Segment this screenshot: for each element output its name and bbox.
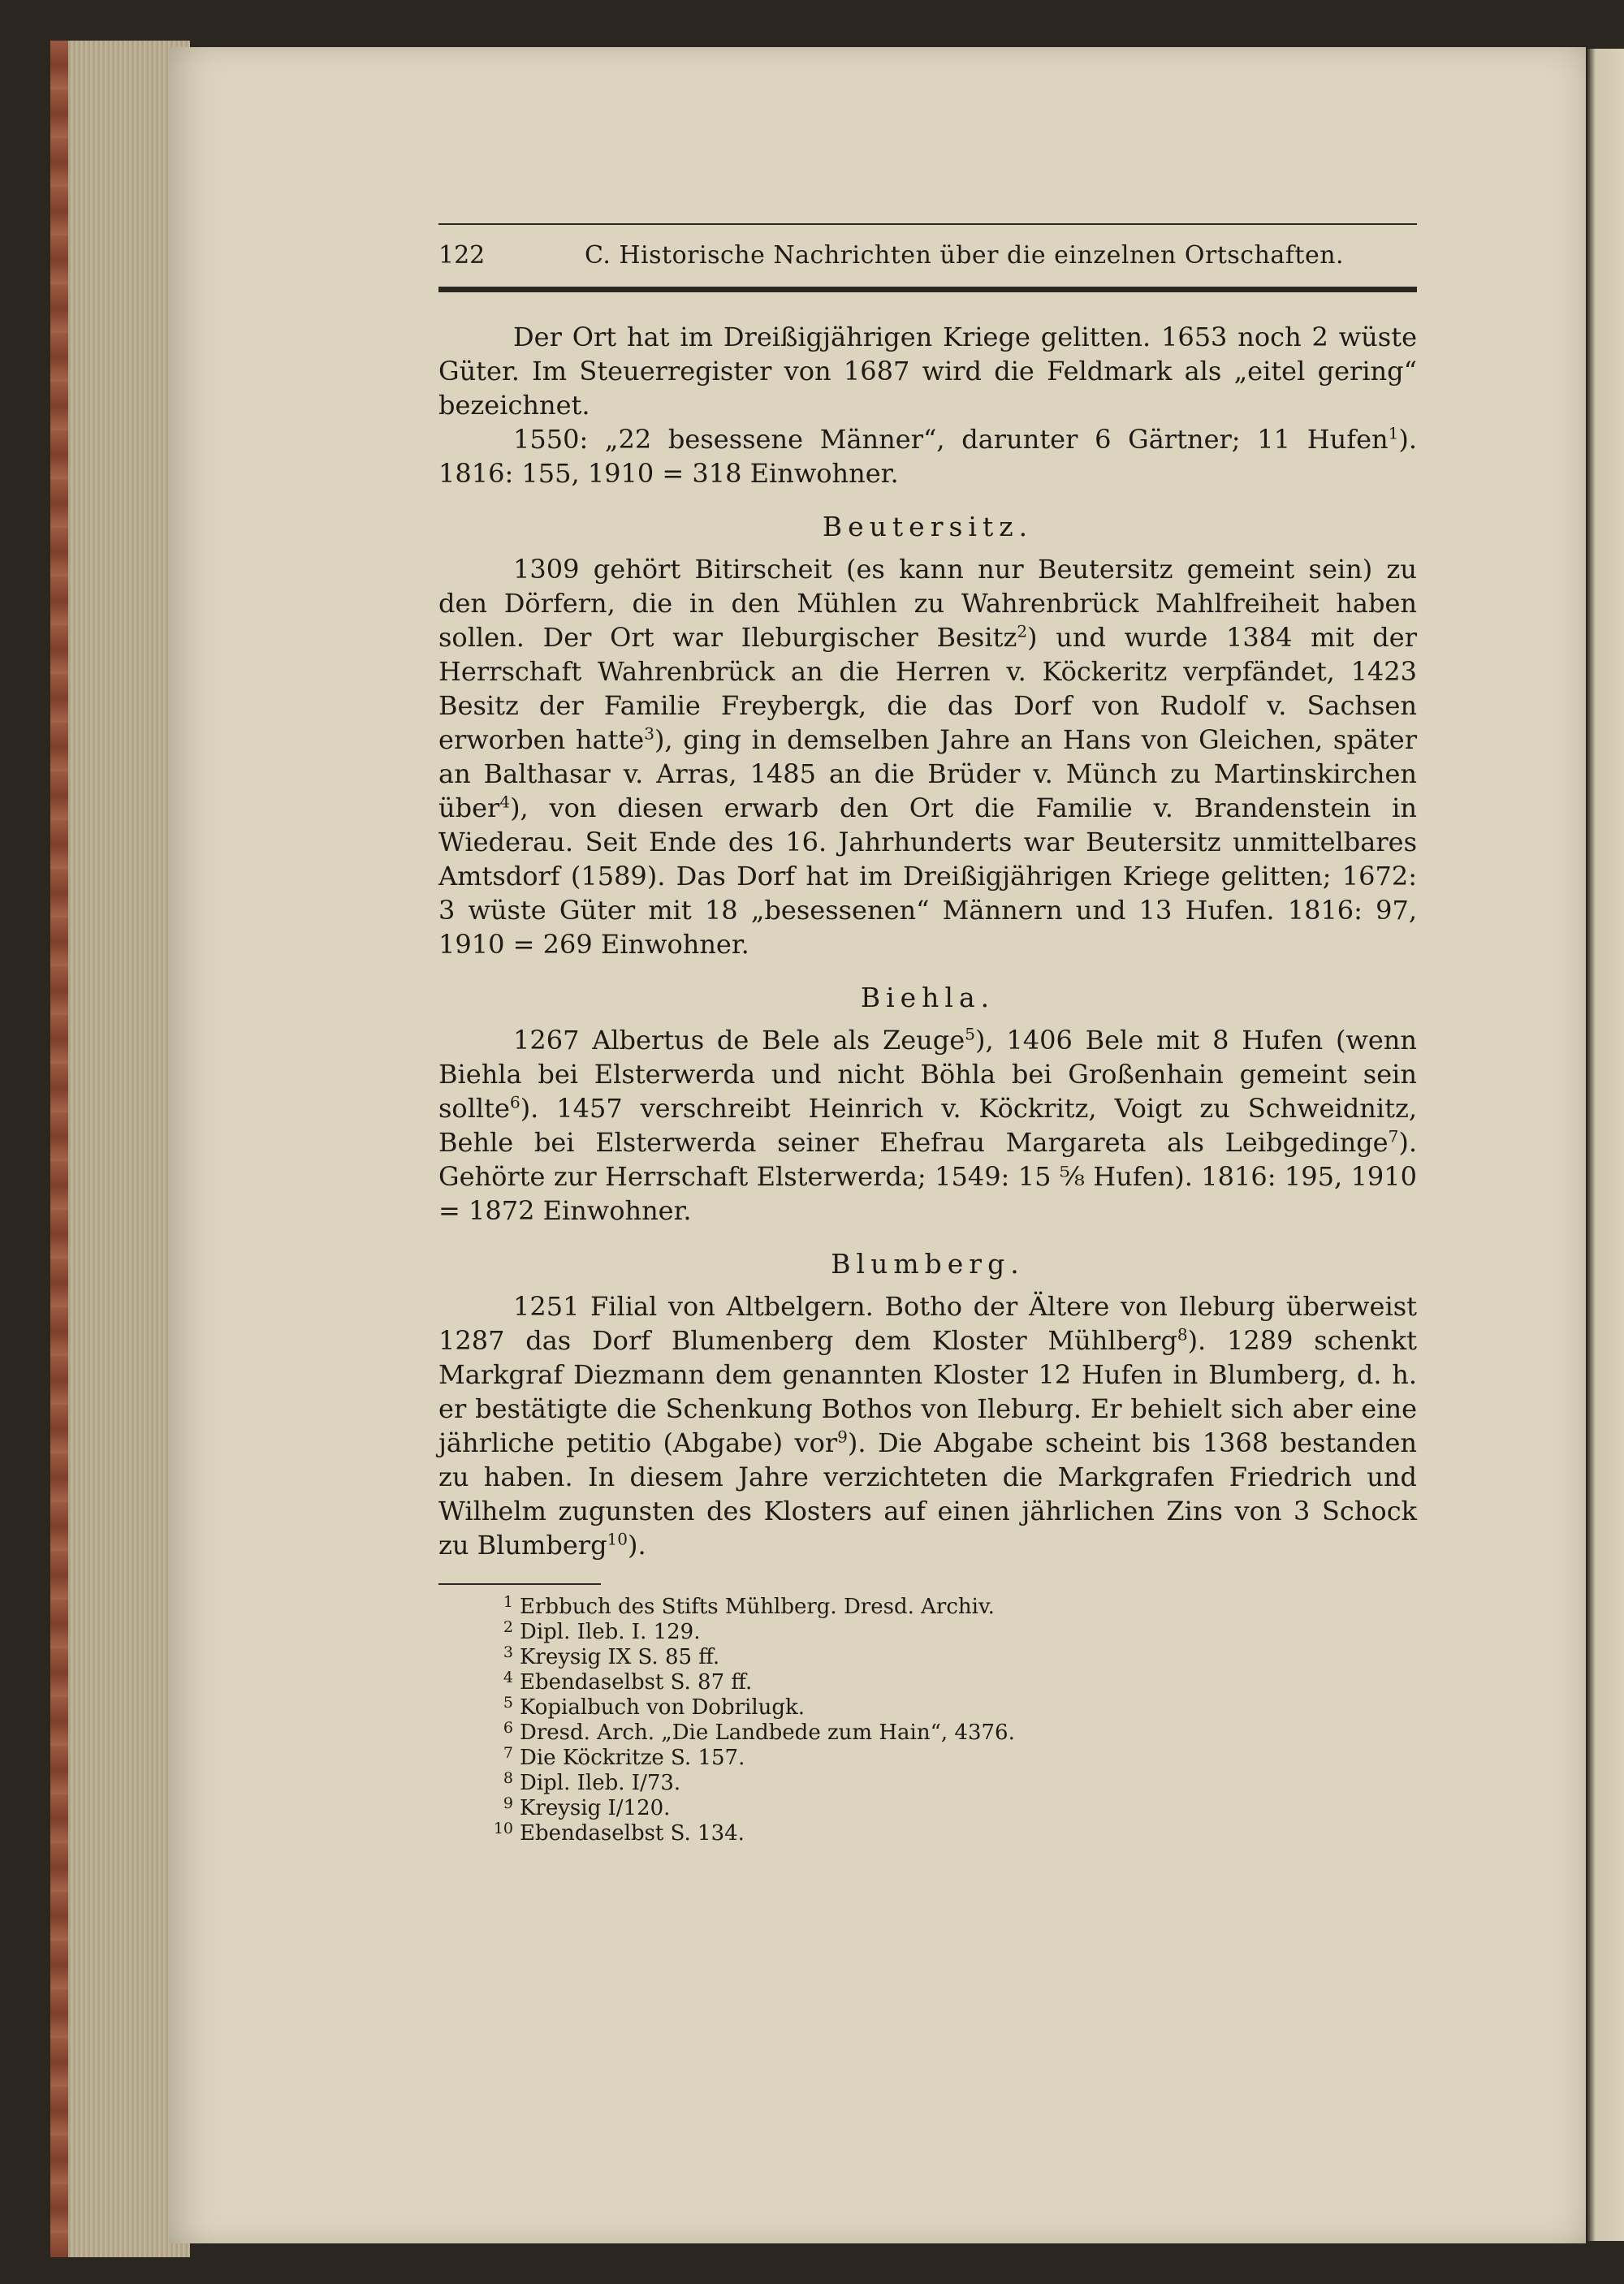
footnote-separator (438, 1583, 601, 1585)
text-segment: 1267 Albertus de Bele als Zeuge (513, 1025, 965, 1056)
footnote-item (479, 1620, 1417, 1645)
footnote-number: 2 (503, 1618, 513, 1636)
footnote-text: Dresd. Arch. „Die Landbede zum Hain“, 4376. (520, 1721, 1015, 1745)
section-heading-biehla: Biehla. (860, 982, 996, 1013)
section-heading-blumberg: Blumberg. (831, 1248, 1025, 1280)
footnote-text: Dipl. Ileb. I. 129. (520, 1620, 701, 1644)
footnote-number: 5 (503, 1694, 513, 1712)
footnote-number: 4 (503, 1669, 513, 1686)
page-content (438, 223, 1417, 1846)
text-segment: ), 1406 Bele mit 8 Hufen (wenn Biehla bei Elsterwerda und nicht Böhla bei Großenhain gemeint sein sollte (438, 1025, 1418, 1124)
footnote-ref: 3 (644, 723, 654, 744)
intro-p2-end: ). 1816: 155, 1910 = 318 Einwohner. (438, 424, 1417, 489)
section-paragraph-beutersitz (438, 552, 1417, 961)
footnote-text: Ebendaselbst S. 87 ff. (520, 1670, 753, 1695)
section-heading-beutersitz: Beutersitz. (822, 511, 1034, 542)
footnote-item (479, 1721, 1417, 1746)
intro-p2-text: 1550: „22 besessene Männer“, darunter 6 Gärtner; 11 Hufen (513, 424, 1389, 455)
running-head (438, 225, 1417, 287)
footnote-number: 10 (493, 1820, 513, 1837)
page-number: 122 (438, 241, 486, 270)
footnote-ref: 1 (1388, 423, 1399, 443)
footnote-number: 9 (503, 1794, 513, 1812)
footnote-item (479, 1771, 1417, 1796)
text-segment: ) und wurde 1384 mit der Herrschaft Wahrenbrück an die Herren v. Köckeritz verpfändet, 1423 Besitz der Familie Freybergk, die das Dorf von Rudolf v. Sachsen erworben hatte (438, 622, 1418, 755)
footnote-ref: 10 (607, 1529, 628, 1549)
footnote-ref: 8 (1177, 1324, 1188, 1345)
intro-paragraph-2 (438, 422, 1417, 490)
footnote-number: 3 (503, 1643, 513, 1661)
footnote-item (479, 1746, 1417, 1771)
text-segment: ), von diesen erwarb den Ort die Familie v. Brandenstein in Wiederau. Seit Ende des 16. Jahrhunderts war Beutersitz unmittelbares Amtsdorf (1589). Das Dorf hat im Dreißigjährigen Kriege gelitten; 1672: 3 wüste Güter mit 18 „besessenen“ Männern und 13 Hufen. 1816: 97, 1910 = 269 Einwohner. (438, 792, 1417, 960)
footnote-text: Erbbuch des Stifts Mühlberg. Dresd. Archiv. (520, 1595, 995, 1619)
body-text (438, 320, 1417, 1562)
footnote-text: Die Köckritze S. 157. (520, 1746, 745, 1770)
footnote-text: Ebendaselbst S. 134. (520, 1821, 745, 1846)
footnote-ref: 6 (509, 1092, 520, 1112)
footnote-text: Kopialbuch von Dobrilugk. (520, 1695, 806, 1720)
footnote-number: 6 (503, 1719, 513, 1737)
text-segment: ). Gehörte zur Herrschaft Elsterwerda; 1549: 15 ⅝ Hufen). 1816: 195, 1910 = 1872 Einwohner. (438, 1127, 1417, 1226)
header-rule-bottom (438, 287, 1417, 292)
text-segment: 1309 gehört Bitirscheit (es kann nur Beutersitz gemeint sein) zu den Dörfern, die in den Mühlen zu Wahrenbrück Mahlfreiheit haben sollen. Der Ort war Ileburgischer Besitz (438, 554, 1417, 653)
footnotes (438, 1595, 1417, 1846)
intro-paragraph-1: Der Ort hat im Dreißigjährigen Kriege gelitten. 1653 noch 2 wüste Güter. Im Steuerregister von 1687 wird die Feldmark als „eitel gering“ bezeichnet. (438, 322, 1417, 421)
section-paragraph-biehla (438, 1023, 1417, 1228)
footnote-item (479, 1670, 1417, 1695)
text-segment: ). 1289 schenkt Markgraf Diezmann dem genannten Kloster 12 Hufen in Blumberg, d. h. er bestätigte die Schenkung Bothos von Ileburg. Er behielt sich aber eine jährliche petitio (Abgabe) vor (438, 1325, 1417, 1458)
text-segment: ), ging in demselben Jahre an Hans von Gleichen, später an Balthasar v. Arras, 1485 an die Brüder v. Münch zu Martinskirchen über (438, 724, 1418, 823)
footnote-item (479, 1796, 1417, 1821)
footnote-item (479, 1595, 1417, 1620)
footnote-text: Kreysig IX S. 85 ff. (520, 1645, 720, 1669)
text-segment: ). 1457 verschreibt Heinrich v. Köckritz, Voigt zu Schweidnitz, Behle bei Elsterwerda seiner Ehefrau Margareta als Leibgedinge (438, 1093, 1417, 1158)
footnote-number: 8 (503, 1769, 513, 1787)
footnote-number: 1 (503, 1593, 513, 1611)
footnote-ref: 7 (1388, 1126, 1399, 1146)
footnote-ref: 2 (1017, 621, 1028, 641)
footnote-number: 7 (503, 1744, 513, 1762)
text-segment: 1251 Filial von Altbelgern. Botho der Ältere von Ileburg überweist 1287 das Dorf Blumenberg dem Kloster Mühlberg (438, 1291, 1417, 1356)
footnote-item (479, 1821, 1417, 1846)
footnote-ref: 9 (837, 1427, 848, 1447)
text-segment: ). Die Abgabe scheint bis 1368 bestanden zu haben. In diesem Jahre verzichteten die Markgrafen Friedrich und Wilhelm zugunsten des Klosters auf einen jährlichen Zins von 3 Schock zu Blumberg (438, 1427, 1417, 1561)
footnote-text: Kreysig I/120. (520, 1796, 671, 1820)
footnote-text: Dipl. Ileb. I/73. (520, 1771, 681, 1795)
section-paragraph-blumberg (438, 1289, 1417, 1562)
footnote-ref: 5 (965, 1024, 975, 1044)
facing-page-edge (1587, 49, 1624, 2241)
footnote-ref: 4 (499, 792, 511, 812)
footnote-item (479, 1695, 1417, 1721)
text-segment: ). (628, 1530, 646, 1561)
running-head-title: C. Historische Nachrichten über die einzelnen Ortschaften. (584, 241, 1345, 270)
footnote-item (479, 1645, 1417, 1670)
